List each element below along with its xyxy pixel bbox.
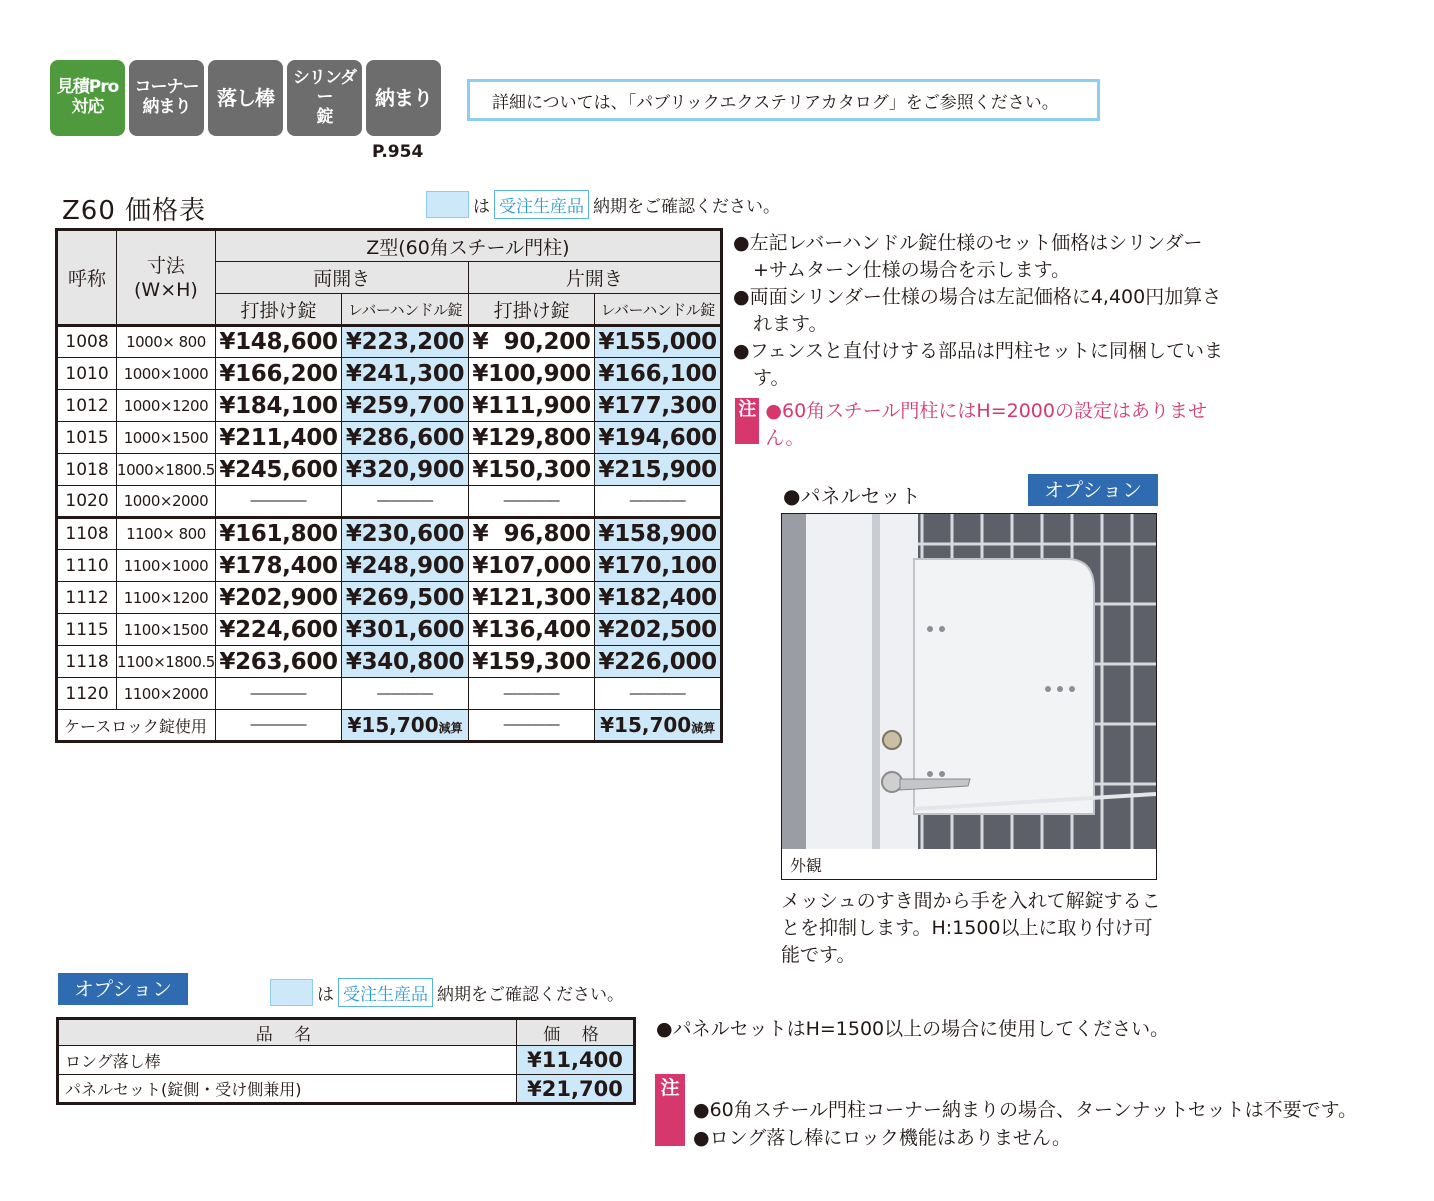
row-price: ¥ 90,200 [468, 326, 595, 358]
header-uchikake: 打掛け錠 [215, 294, 342, 326]
price-row [57, 390, 722, 422]
option-caution-turnnut: ●60角スチール門柱コーナー納まりの場合、ターンナットセットは不要です。 [693, 1099, 1358, 1121]
row-price: ¥148,600 [215, 326, 342, 358]
caution-mark: 注 [735, 398, 759, 444]
row-price: ¥136,400 [468, 614, 595, 646]
row-size: 1100×1000 [117, 550, 216, 582]
panel-set-heading: ●パネルセット [783, 484, 921, 508]
case-lock-dash: ―――― [215, 710, 342, 742]
caution-text: ●60角スチール門柱にはH=2000の設定はありません。 [765, 400, 1207, 449]
row-size: 1100×1200 [117, 582, 216, 614]
option-caution-otoshibo: ●ロング落し棒にロック機能はありません。 [693, 1127, 1071, 1149]
catalog-reference: 詳細については、「パブリックエクステリアカタログ」をご参照ください。 [467, 79, 1100, 121]
panel-set-photo [781, 513, 1157, 880]
legend-delivery: 納期をご確認ください。 [593, 197, 780, 217]
row-price: ―――― [595, 486, 722, 518]
row-price: ¥269,500 [342, 582, 469, 614]
row-code: 1112 [57, 582, 117, 614]
made-to-order-legend [426, 190, 780, 219]
price-row [57, 486, 722, 518]
header-double: 両開き [215, 262, 468, 294]
row-price: ¥150,300 [468, 454, 595, 486]
row-price: ¥248,900 [342, 550, 469, 582]
row-price: ¥111,900 [468, 390, 595, 422]
panel-photo-illustration [782, 514, 1156, 849]
row-price: ¥226,000 [595, 646, 722, 678]
row-price: ¥182,400 [595, 582, 722, 614]
option-section-badge: オプション [58, 973, 188, 1005]
row-price: ¥121,300 [468, 582, 595, 614]
badge-osamari: 納まり [366, 60, 441, 136]
row-price: ¥100,900 [468, 358, 595, 390]
row-price: ¥224,600 [215, 614, 342, 646]
option-header-name: 品 名 [58, 1019, 517, 1046]
case-lock-label: ケースロック錠使用 [57, 710, 216, 742]
note-lever-set: ●左記レバーハンドル錠仕様のセット価格はシリンダー+サムターン仕様の場合を示します。 [733, 232, 1203, 281]
row-code: 1020 [57, 486, 117, 518]
note-fence-parts: ●フェンスと直付けする部品は門柱セットに同梱しています。 [733, 340, 1224, 389]
case-lock-dash: ―――― [468, 710, 595, 742]
header-lever: レバーハンドル錠 [342, 294, 469, 326]
price-row [57, 454, 722, 486]
row-price: ¥301,600 [342, 614, 469, 646]
row-code: 1008 [57, 326, 117, 358]
table-notes [733, 230, 1233, 392]
header-lever: レバーハンドル錠 [595, 294, 722, 326]
option-item-name: ロング落し棒 [58, 1046, 517, 1075]
row-price: ¥ 96,800 [468, 518, 595, 550]
option-header-price: 価 格 [517, 1019, 635, 1046]
price-row [57, 582, 722, 614]
price-table [55, 228, 723, 743]
legend-made-to-order: 受注生産品 [338, 978, 433, 1007]
option-item-name: パネルセット(錠側・受け側兼用) [58, 1075, 517, 1104]
row-price: ¥166,100 [595, 358, 722, 390]
blue-swatch [270, 979, 313, 1006]
row-price: ―――― [595, 678, 722, 710]
option-item-price: ¥21,700 [517, 1075, 635, 1104]
row-code: 1012 [57, 390, 117, 422]
row-price: ¥194,600 [595, 422, 722, 454]
header-uchikake: 打掛け錠 [468, 294, 595, 326]
row-price: ¥107,000 [468, 550, 595, 582]
row-price: ¥170,100 [595, 550, 722, 582]
row-price: ―――― [468, 486, 595, 518]
row-price: ―――― [342, 678, 469, 710]
price-row [57, 678, 722, 710]
header-single: 片開き [468, 262, 721, 294]
made-to-order-legend [270, 978, 624, 1007]
row-price: ¥202,900 [215, 582, 342, 614]
case-lock-suffix: 減算 [438, 721, 463, 735]
row-price: ¥215,900 [595, 454, 722, 486]
row-price: ¥177,300 [595, 390, 722, 422]
row-code: 1015 [57, 422, 117, 454]
row-price: ¥223,200 [342, 326, 469, 358]
price-row [57, 646, 722, 678]
option-price-table [56, 1017, 636, 1105]
option-badge: オプション [1028, 474, 1158, 506]
legend-made-to-order: 受注生産品 [494, 190, 589, 219]
note-double-cylinder: ●両面シリンダー仕様の場合は左記価格に4,400円加算されます。 [733, 286, 1222, 335]
panel-set-description: メッシュのすき間から手を入れて解錠することを抑制します。H:1500以上に取り付け可能です。 [781, 890, 1161, 966]
row-code: 1118 [57, 646, 117, 678]
blue-swatch [426, 191, 469, 218]
row-price: ―――― [215, 678, 342, 710]
option-caution-lines [693, 1074, 1357, 1152]
caution-mark: 注 [655, 1074, 685, 1146]
row-size: 1100×2000 [117, 678, 216, 710]
page-title: Z60 価格表 [62, 196, 207, 226]
case-lock-price-value: ¥15,700 [600, 713, 692, 737]
row-code: 1010 [57, 358, 117, 390]
price-row [57, 518, 722, 550]
row-code: 1018 [57, 454, 117, 486]
row-size: 1100×1800.5 [117, 646, 216, 678]
row-size: 1000× 800 [117, 326, 216, 358]
row-price: ―――― [342, 486, 469, 518]
row-price: ¥184,100 [215, 390, 342, 422]
badge-cylinder: シリンダー 錠 [287, 60, 362, 136]
legend-is: は [317, 985, 334, 1005]
row-price: ¥340,800 [342, 646, 469, 678]
price-row [57, 358, 722, 390]
row-price: ¥159,300 [468, 646, 595, 678]
caution-h2000 [735, 398, 1235, 452]
row-price: ¥241,300 [342, 358, 469, 390]
row-size: 1000×1800.5 [117, 454, 216, 486]
row-code: 1108 [57, 518, 117, 550]
row-price: ¥161,800 [215, 518, 342, 550]
price-row [57, 422, 722, 454]
row-price: ¥286,600 [342, 422, 469, 454]
row-price: ¥259,700 [342, 390, 469, 422]
option-caution [655, 1074, 1357, 1152]
row-size: 1100× 800 [117, 518, 216, 550]
case-lock-price [342, 710, 469, 742]
row-price: ¥230,600 [342, 518, 469, 550]
row-size: 1000×1500 [117, 422, 216, 454]
feature-badges [50, 60, 441, 136]
legend-delivery: 納期をご確認ください。 [437, 985, 624, 1005]
price-row [57, 326, 722, 358]
photo-caption: 外観 [790, 856, 823, 875]
header-type: Z型(60角スチール門柱) [215, 230, 721, 262]
row-price: ¥263,600 [215, 646, 342, 678]
row-price: ¥158,900 [595, 518, 722, 550]
row-price: ¥166,200 [215, 358, 342, 390]
header-code: 呼称 [57, 230, 117, 326]
row-price: ¥245,600 [215, 454, 342, 486]
row-size: 1000×2000 [117, 486, 216, 518]
row-size: 1000×1200 [117, 390, 216, 422]
row-price: ―――― [468, 678, 595, 710]
row-code: 1115 [57, 614, 117, 646]
price-row [57, 614, 722, 646]
row-code: 1110 [57, 550, 117, 582]
row-price: ―――― [215, 486, 342, 518]
row-price: ¥178,400 [215, 550, 342, 582]
header-size: 寸法 (W×H) [117, 230, 216, 326]
option-item-price: ¥11,400 [517, 1046, 635, 1075]
row-size: 1000×1000 [117, 358, 216, 390]
row-code: 1120 [57, 678, 117, 710]
case-lock-price-value: ¥15,700 [347, 713, 439, 737]
badge-page-ref: P.954 [372, 142, 424, 162]
price-row [57, 550, 722, 582]
row-price: ¥211,400 [215, 422, 342, 454]
row-price: ¥320,900 [342, 454, 469, 486]
row-price: ¥129,800 [468, 422, 595, 454]
legend-is: は [473, 197, 490, 217]
row-price: ¥155,000 [595, 326, 722, 358]
badge-otoshibo: 落し棒 [208, 60, 283, 136]
row-size: 1100×1500 [117, 614, 216, 646]
case-lock-price [595, 710, 722, 742]
badge-mitsumori: 見積Pro 対応 [50, 60, 125, 136]
row-price: ¥202,500 [595, 614, 722, 646]
badge-corner: コーナー 納まり [129, 60, 204, 136]
case-lock-suffix: 減算 [691, 721, 716, 735]
option-note-panel: ●パネルセットはH=1500以上の場合に使用してください。 [656, 1018, 1170, 1040]
